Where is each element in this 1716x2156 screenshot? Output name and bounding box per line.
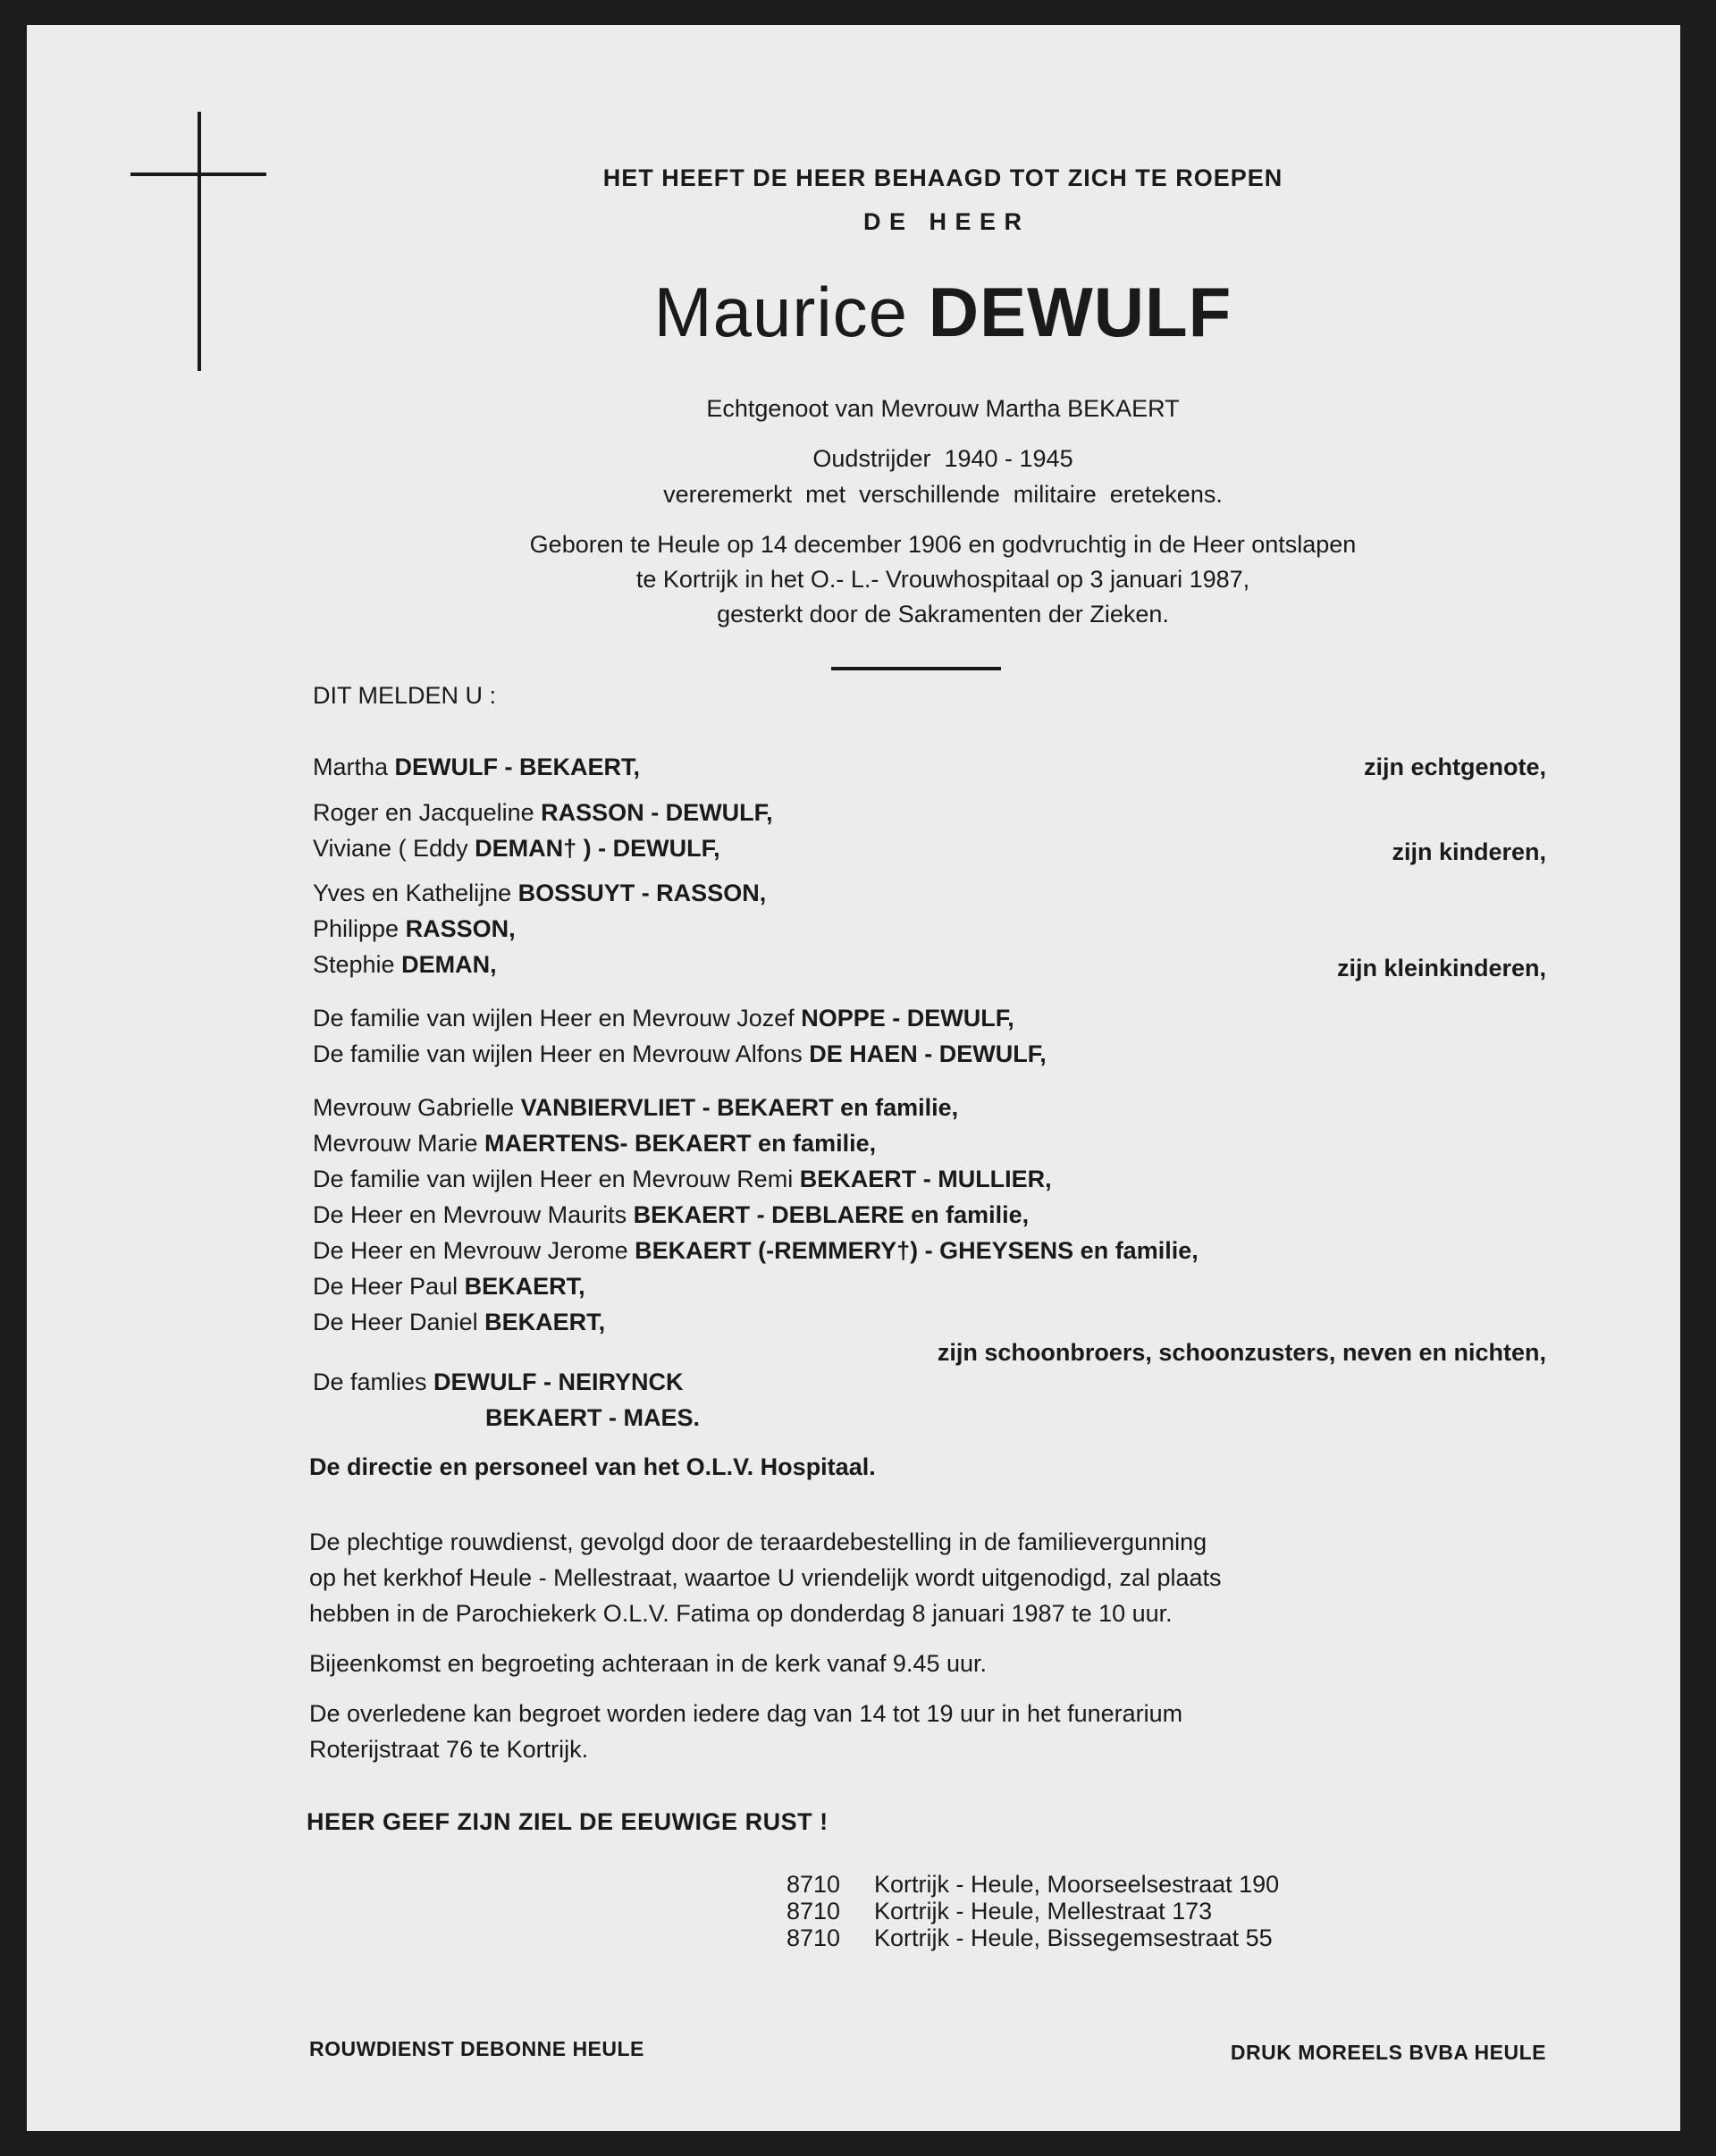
address-zip: 8710 [786, 1871, 841, 1898]
divider [831, 667, 1001, 670]
announce-label: DIT MELDEN U : [313, 682, 497, 709]
family-row: Viviane ( Eddy DEMAN† ) - DEWULF, [313, 835, 720, 862]
viewing-line: De overledene kan begroet worden iedere dag van 14 tot 19 uur in het funerarium [309, 1700, 1183, 1727]
death-line: te Kortrijk in het O.- L.- Vrouwhospitaal op 3 januari 1987, [635, 566, 1250, 593]
hospital-line: De directie en personeel van het O.L.V. Hospitaal. [309, 1453, 876, 1480]
header-title: D E H E E R [862, 208, 1023, 235]
cross-icon-bar [130, 173, 266, 176]
family-row: De famlies DEWULF - NEIRYNCK [313, 1369, 684, 1395]
relation-grandchildren: zijn kleinkinderen, [1336, 955, 1546, 981]
veteran-line: Oudstrijder 1940 - 1945 [812, 445, 1073, 472]
address-street: Kortrijk - Heule, Bissegemsestraat 55 [874, 1924, 1273, 1951]
address-zip: 8710 [786, 1924, 841, 1951]
family-row: Roger en Jacqueline RASSON - DEWULF, [313, 799, 773, 826]
address-street: Kortrijk - Heule, Mellestraat 173 [874, 1898, 1213, 1924]
family-row: De familie van wijlen Heer en Mevrouw Remi BEKAERT - MULLIER, [313, 1166, 1052, 1192]
family-row: De Heer Paul BEKAERT, [313, 1273, 585, 1300]
address-street: Kortrijk - Heule, Moorseelsestraat 190 [874, 1871, 1280, 1898]
family-row: De familie van wijlen Heer en Mevrouw Alfons DE HAEN - DEWULF, [313, 1040, 1047, 1067]
birth-line: Geboren te Heule op 14 december 1906 en godvruchtig in de Heer ontslapen [529, 531, 1357, 558]
honors-line: vereremerkt met verschillende militaire eretekens. [663, 481, 1223, 508]
first-name: Maurice [653, 273, 909, 351]
relation-wife: zijn echtgenote, [1363, 754, 1546, 780]
family-row: De Heer en Mevrouw Jerome BEKAERT (-REMMERY†) - GHEYSENS en familie, [313, 1237, 1199, 1264]
deceased-name [384, 273, 1502, 351]
service-line: hebben in de Parochiekerk O.L.V. Fatima op donderdag 8 januari 1987 te 10 uur. [309, 1600, 1173, 1627]
viewing-line: Roterijstraat 76 te Kortrijk. [309, 1736, 589, 1763]
family-row: Mevrouw Gabrielle VANBIERVLIET - BEKAERT en familie, [313, 1094, 959, 1121]
family-row: Yves en Kathelijne BOSSUYT - RASSON, [313, 880, 767, 906]
address-zip: 8710 [786, 1898, 841, 1924]
footer-printer: DRUK MOREELS BVBA HEULE [1230, 2041, 1546, 2064]
service-line: De plechtige rouwdienst, gevolgd door de teraardebestelling in de familievergunning [309, 1529, 1207, 1555]
prayer-line: HEER GEEF ZIJN ZIEL DE EEUWIGE RUST ! [307, 1808, 829, 1835]
header-line: HET HEEFT DE HEER BEHAAGD TOT ZICH TE ROEPEN [602, 164, 1283, 191]
family-row: De Heer en Mevrouw Maurits BEKAERT - DEBLAERE en familie, [313, 1201, 1030, 1228]
sacrament-line: gesterkt door de Sakramenten der Zieken. [717, 601, 1169, 627]
relation-inlaws: zijn schoonbroers, schoonzusters, neven en nichten, [937, 1339, 1546, 1366]
family-row: Mevrouw Marie MAERTENS- BEKAERT en familie, [313, 1130, 877, 1157]
family-row: BEKAERT - MAES. [485, 1404, 701, 1431]
spouse-line: Echtgenoot van Mevrouw Martha BEKAERT [706, 395, 1180, 422]
relation-children: zijn kinderen, [1392, 838, 1546, 865]
memorial-card [27, 25, 1680, 2131]
family-row: Martha DEWULF - BEKAERT, [313, 754, 641, 780]
cross-icon [198, 112, 201, 371]
family-row: Stephie DEMAN, [313, 951, 497, 978]
footer-undertaker: ROUWDIENST DEBONNE HEULE [309, 2037, 644, 2060]
service-line: op het kerkhof Heule - Mellestraat, waartoe U vriendelijk wordt uitgenodigd, zal plaats [309, 1564, 1222, 1591]
last-name: DEWULF [928, 273, 1232, 351]
family-row: De Heer Daniel BEKAERT, [313, 1309, 606, 1335]
family-row: De familie van wijlen Heer en Mevrouw Jozef NOPPE - DEWULF, [313, 1005, 1014, 1032]
gathering-line: Bijeenkomst en begroeting achteraan in de kerk vanaf 9.45 uur. [309, 1650, 987, 1677]
family-row: Philippe RASSON, [313, 915, 516, 942]
